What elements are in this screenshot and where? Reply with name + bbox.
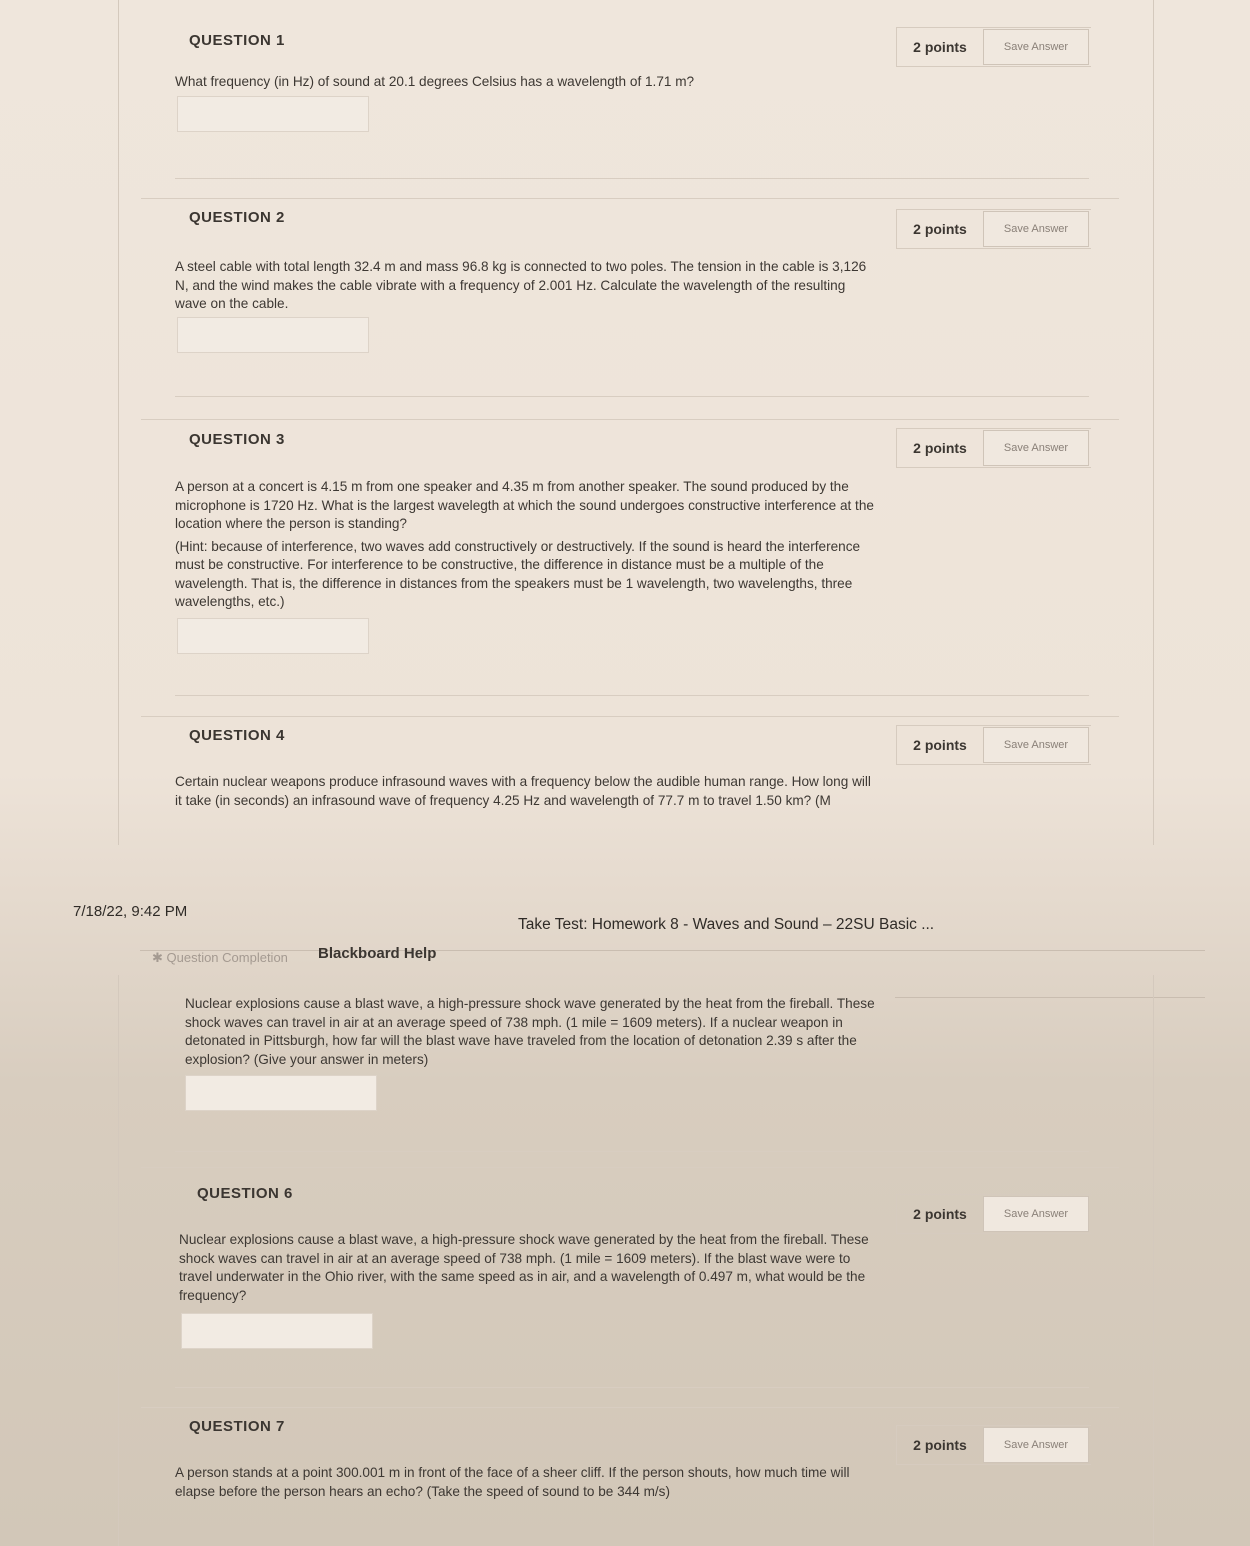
question-title: QUESTION 7 xyxy=(189,1418,285,1435)
divider xyxy=(141,419,1119,420)
question-text: A person at a concert is 4.15 m from one speaker and 4.35 m from another speaker. The sound produced by the microphone is 1720 Hz. What is the largest wavelegth at which the sound undergoes constructive interference at the location where the person is standing? (Hint: because of interference, two waves add constructively or destructively. If the sound is heard the interference must be constructive. For interference to be constructive, the difference in distance must be a multiple of the wavelength. That is, the difference in distances from the speakers must be 1 wavelength, two wavelengths, three wavelengths, etc.) xyxy=(175,479,874,609)
answer-input[interactable] xyxy=(177,317,369,353)
print-datetime: 7/18/22, 9:42 PM xyxy=(73,903,188,920)
blackboard-help-link[interactable]: Blackboard Help xyxy=(318,945,437,962)
points-label: 2 points xyxy=(913,1206,967,1222)
divider xyxy=(175,396,1089,397)
save-answer-button[interactable]: Save Answer xyxy=(983,29,1089,65)
divider xyxy=(141,716,1119,717)
question-text: A person stands at a point 300.001 m in front of the face of a sheer cliff. If the person shouts, how much time will elapse before the person hears an echo? (Take the speed of sound to be 344 m/s) xyxy=(175,1465,850,1499)
save-answer-button[interactable]: Save Answer xyxy=(983,1427,1089,1463)
answer-input[interactable] xyxy=(181,1313,373,1349)
points-label: 2 points xyxy=(913,221,967,237)
points-box xyxy=(896,428,1091,468)
points-box xyxy=(896,1194,1091,1234)
divider xyxy=(141,1167,1119,1168)
points-box xyxy=(896,1425,1091,1465)
question-title: QUESTION 2 xyxy=(189,209,285,226)
points-box xyxy=(896,209,1091,249)
question-title: QUESTION 3 xyxy=(189,431,285,448)
divider xyxy=(141,1407,1119,1408)
answer-input[interactable] xyxy=(185,1075,377,1111)
points-label: 2 points xyxy=(913,440,967,456)
test-page-top xyxy=(118,0,1154,845)
points-box xyxy=(896,27,1091,67)
points-label: 2 points xyxy=(913,737,967,753)
divider xyxy=(175,695,1089,696)
save-answer-button[interactable]: Save Answer xyxy=(983,430,1089,466)
save-answer-button[interactable]: Save Answer xyxy=(983,211,1089,247)
print-page-title: Take Test: Homework 8 - Waves and Sound – 22SU Basic ... xyxy=(518,916,935,933)
save-answer-button[interactable]: Save Answer xyxy=(983,727,1089,763)
question-title: QUESTION 6 xyxy=(197,1185,293,1202)
points-box xyxy=(896,725,1091,765)
divider xyxy=(175,178,1089,179)
question-title: QUESTION 1 xyxy=(189,32,285,49)
points-label: 2 points xyxy=(913,39,967,55)
question-text: What frequency (in Hz) of sound at 20.1 degrees Celsius has a wavelength of 1.71 m? xyxy=(175,74,695,89)
save-answer-button[interactable]: Save Answer xyxy=(983,1196,1089,1232)
divider xyxy=(141,198,1119,199)
question-text: Nuclear explosions cause a blast wave, a high-pressure shock wave generated by the heat from the fireball. These shock waves can travel in air at an average speed of 738 mph. (1 mile = 1609 meters). If a nuclear weapon in detonated in Pittsburgh, how far will the blast wave have traveled from the location of detonation 2.39 s after the explosion? (Give your answer in meters) xyxy=(185,996,875,1067)
divider xyxy=(140,950,1205,951)
answer-input[interactable] xyxy=(177,618,369,654)
question-text: Certain nuclear weapons produce infrasound waves with a frequency below the audible human range. How long will it take (in seconds) an infrasound wave of frequency 4.25 Hz and wavelength of 77.7 m to travel 1.50 km? (M xyxy=(175,774,871,808)
question-text: A steel cable with total length 32.4 m and mass 96.8 kg is connected to two poles. The tension in the cable is 3,126 N, and the wind makes the cable vibrate with a frequency of 2.001 Hz. Calculate the wavelength of the resulting wave on the cable. xyxy=(175,259,867,311)
question-completion-status[interactable]: ✱ Question Completion xyxy=(152,950,288,965)
question-text: Nuclear explosions cause a blast wave, a high-pressure shock wave generated by the heat from the fireball. These shock waves can travel in air at an average speed of 738 mph. (1 mile = 1609 meters). If the blast wave were to travel underwater in the Ohio river, with the same speed as in air, and a wavelength of 0.497 m, what would be the frequency? xyxy=(179,1232,869,1303)
test-page-bottom xyxy=(118,975,1154,1546)
question-title: QUESTION 4 xyxy=(189,727,285,744)
divider xyxy=(175,1387,1089,1388)
divider xyxy=(175,1151,1089,1152)
answer-input[interactable] xyxy=(177,96,369,132)
points-label: 2 points xyxy=(913,1437,967,1453)
